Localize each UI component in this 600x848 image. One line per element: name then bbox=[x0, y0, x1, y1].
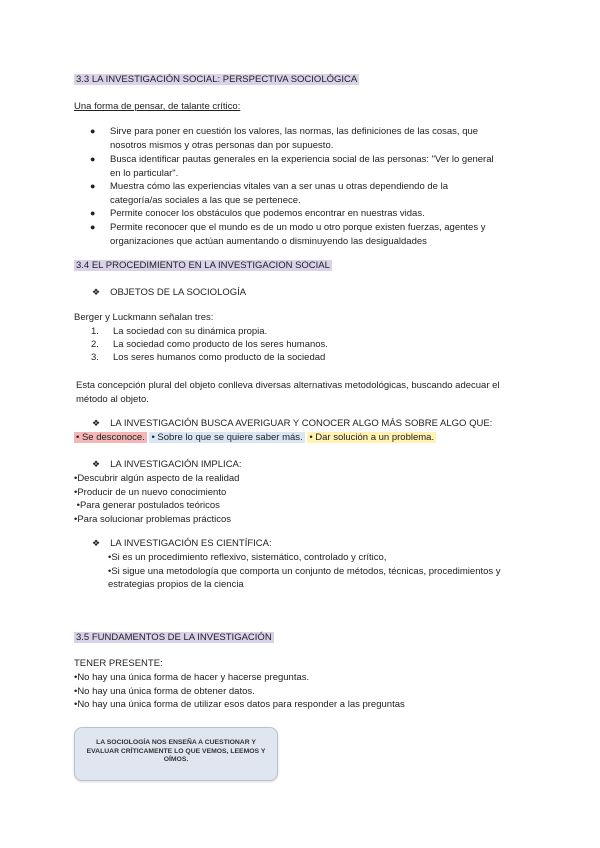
cientifica-list bbox=[108, 551, 501, 592]
list-item: 3. Los seres humanos como producto de la sociedad bbox=[91, 352, 326, 363]
concepcion-paragraph: Esta concepción plural del objeto conlleva diversas alternativas metodológicas, buscando adecuar el método al objeto. bbox=[76, 380, 500, 405]
section-33-heading: 3.3 LA INVESTIGACIÓN SOCIAL: PERSPECTIVA SOCIOLÓGICA bbox=[76, 74, 358, 85]
list-item: 2. La sociedad como producto de los seres humanos. bbox=[91, 339, 328, 350]
section-35-heading: 3.5 FUNDAMENTOS DE LA INVESTIGACIÓN bbox=[76, 632, 272, 643]
list-item: •No hay una única forma de utilizar esos datos para responder a las preguntas bbox=[74, 699, 405, 710]
implica-label: ❖ LA INVESTIGACIÓN IMPLICA: bbox=[92, 459, 242, 470]
section-34-heading: 3.4 EL PROCEDIMIENTO EN LA INVESTIGACION SOCIAL bbox=[76, 260, 330, 271]
bullet-icon: ● bbox=[90, 126, 96, 136]
list-item: •Si es un procedimiento reflexivo, sistemático, controlado y crítico, bbox=[108, 552, 387, 563]
list-item: •No hay una única forma de obtener datos. bbox=[74, 685, 255, 697]
bullet-icon: ● bbox=[90, 181, 96, 191]
diamond-bullet-icon: ❖ bbox=[92, 538, 101, 548]
list-item: •No hay una única forma de hacer y hacerse preguntas. bbox=[74, 672, 310, 683]
diamond-bullet-icon: ❖ bbox=[92, 459, 101, 469]
fundamentos-list bbox=[74, 671, 405, 712]
bullet-icon: ● bbox=[90, 208, 96, 218]
diamond-bullet-icon: ❖ bbox=[92, 418, 101, 428]
bullet-icon: ● bbox=[90, 222, 96, 232]
list-item: •Para solucionar problemas prácticos bbox=[74, 513, 231, 525]
bullet-icon: ● bbox=[90, 154, 96, 164]
busca-item: • Dar solución a un problema. bbox=[309, 432, 435, 443]
list-item: 1. La sociedad con su dinámica propia. bbox=[91, 326, 268, 337]
tener-presente: TENER PRESENTE: bbox=[74, 658, 163, 669]
cientifica-label: ❖ LA INVESTIGACIÓN ES CIENTÍFICA: bbox=[92, 538, 272, 549]
busca-item: • Se desconoce. bbox=[76, 432, 145, 443]
list-item: •Descubrir algún aspecto de la realidad bbox=[74, 473, 240, 484]
diamond-bullet-icon: ❖ bbox=[92, 287, 101, 297]
list-item: •Si sigue una metodología que comporta un conjunto de métodos, técnicas, procedimientos y bbox=[108, 565, 501, 577]
berger-intro: Berger y Luckmann señalan tres: bbox=[74, 312, 214, 323]
list-item: estrategias propios de la ciencia bbox=[108, 579, 244, 590]
busca-item: • Sobre lo que se quiere saber más. bbox=[151, 432, 303, 443]
implica-list bbox=[74, 472, 239, 526]
list-item: •Producir de un nuevo conocimiento bbox=[74, 486, 227, 498]
list-item: •Para generar postulados teóricos bbox=[74, 500, 220, 511]
section-33-subtitle: Una forma de pensar, de talante crítico: bbox=[74, 101, 241, 112]
callout-box: LA SOCIOLOGÍA NOS ENSEÑA A CUESTIONAR Y EVALUAR CRÍTICAMENTE LO QUE VEMOS, LEEMOS Y OÍMOS. bbox=[74, 727, 278, 781]
busca-label: ❖ LA INVESTIGACIÓN BUSCA AVERIGUAR Y CONOCER ALGO MÁS SOBRE ALGO QUE: bbox=[92, 418, 493, 429]
busca-items bbox=[74, 432, 436, 443]
objetos-label: ❖ OBJETOS DE LA SOCIOLOGÍA bbox=[92, 287, 247, 298]
